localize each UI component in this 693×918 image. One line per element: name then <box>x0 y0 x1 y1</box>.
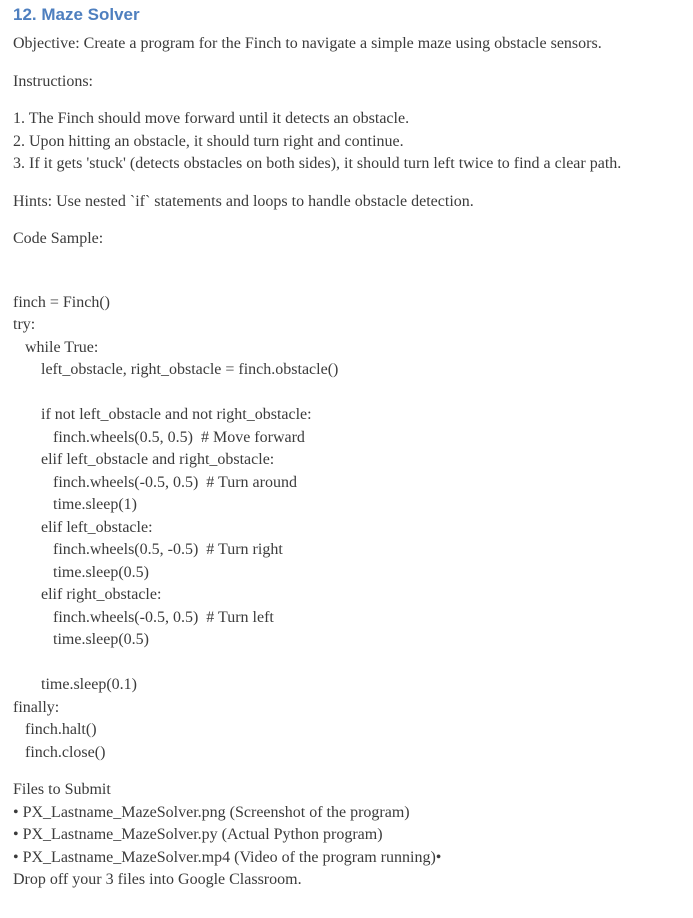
objective-text: Objective: Create a program for the Finch to navigate a simple maze using obstacle sensors. <box>13 35 602 52</box>
code-line: finch = Finch() <box>13 293 110 311</box>
code-line: finch.wheels(0.5, 0.5) # Move forward <box>13 428 305 446</box>
code-line: time.sleep(1) <box>13 496 137 513</box>
code-line: elif left_obstacle: <box>13 518 153 536</box>
code-line: time.sleep(0.1) <box>13 676 137 693</box>
code-line: finch.wheels(-0.5, 0.5) # Turn left <box>13 608 274 626</box>
code-line <box>13 652 677 675</box>
code-line: finch.close() <box>13 743 106 761</box>
code-line: if not left_obstacle and not right_obstacle: <box>13 406 312 423</box>
code-line <box>13 382 677 405</box>
code-line: elif right_obstacle: <box>13 586 162 603</box>
section-heading: 12. Maze Solver <box>13 5 140 24</box>
file-item: • PX_Lastname_MazeSolver.png (Screenshot of the program) <box>13 803 410 821</box>
instructions-label: Instructions: <box>13 72 93 90</box>
files-section <box>13 779 677 892</box>
dropoff-text: Drop off your 3 files into Google Classroom. <box>13 871 302 888</box>
code-line: time.sleep(0.5) <box>13 631 149 648</box>
code-line: left_obstacle, right_obstacle = finch.obstacle() <box>13 361 339 378</box>
instruction-line: 3. If it gets 'stuck' (detects obstacles on both sides), it should turn left twice to find a clear path. <box>13 155 622 172</box>
code-sample-label: Code Sample: <box>13 230 104 247</box>
files-heading: Files to Submit <box>13 781 111 798</box>
code-block <box>13 292 677 765</box>
file-item: • PX_Lastname_MazeSolver.py (Actual Python program) <box>13 826 383 843</box>
instruction-line: 2. Upon hitting an obstacle, it should turn right and continue. <box>13 132 404 150</box>
code-line: finch.halt() <box>13 721 97 738</box>
files-list <box>13 802 677 870</box>
hints-text: Hints: Use nested `if` statements and loops to handle obstacle detection. <box>13 192 474 210</box>
instructions-list <box>13 108 677 176</box>
code-line: elif left_obstacle and right_obstacle: <box>13 451 275 468</box>
code-line: time.sleep(0.5) <box>13 563 149 581</box>
code-line: finch.wheels(0.5, -0.5) # Turn right <box>13 541 283 558</box>
code-line: finally: <box>13 698 60 716</box>
code-line: try: <box>13 316 36 333</box>
file-item: • PX_Lastname_MazeSolver.mp4 (Video of the program running)• <box>13 848 442 866</box>
code-line: while True: <box>13 338 99 356</box>
instruction-line: 1. The Finch should move forward until it detects an obstacle. <box>13 110 410 127</box>
code-line: finch.wheels(-0.5, 0.5) # Turn around <box>13 473 297 491</box>
